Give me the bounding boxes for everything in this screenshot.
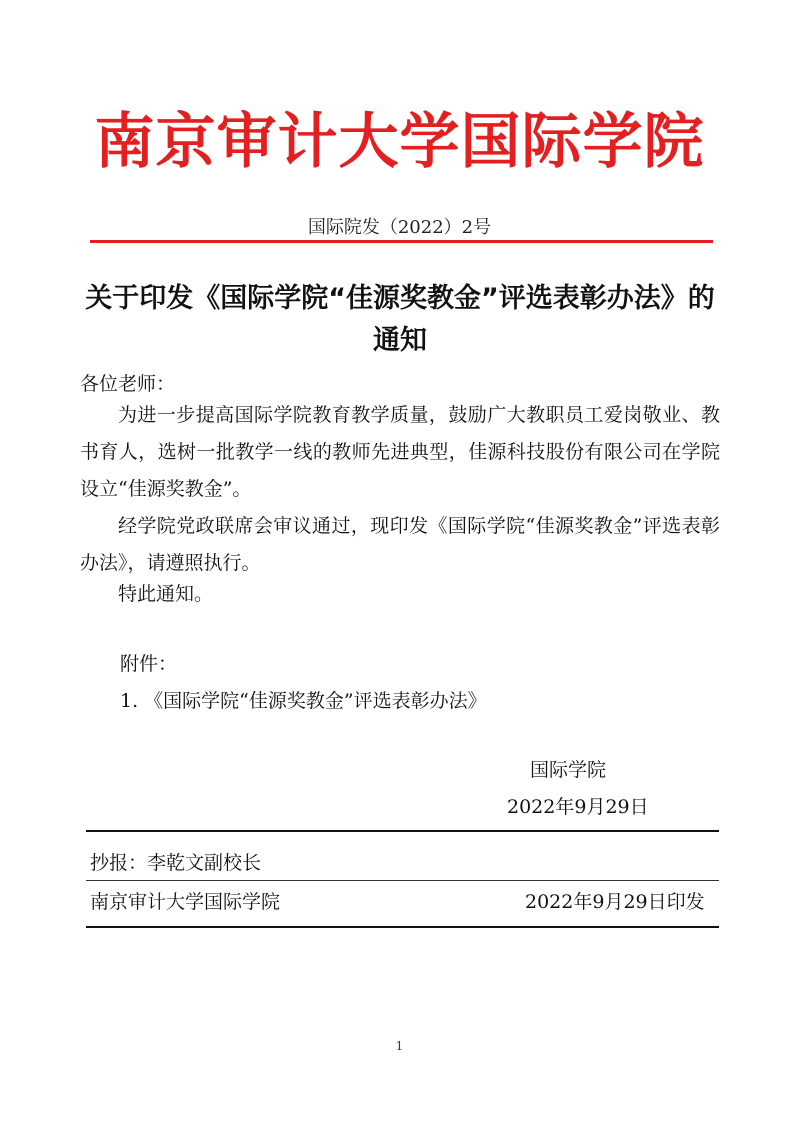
document-number: 国际院发（2022）2号 — [307, 217, 492, 238]
closing-line: 特此通知。 — [118, 583, 214, 605]
attachment-item: 1. 《国际学院“佳源奖教金”评选表彰办法》 — [120, 690, 487, 712]
cc-line: 抄报：李乾文副校长 — [90, 852, 262, 874]
notice-title: 关于印发《国际学院“佳源奖教金”评选表彰办法》的通知 — [85, 283, 715, 356]
body-paragraph-1: 为进一步提高国际学院教育教学质量，鼓励广大教职员工爱岗敬业、教书育人，选树一批教学一线的教师先进典型，佳源科技股份有限公司在学院设立“佳源奖教金”。 — [80, 404, 720, 500]
issuer: 南京审计大学国际学院 — [90, 891, 281, 913]
red-divider — [90, 240, 713, 243]
footer-bottom-rule — [86, 926, 719, 928]
header-title: 南京审计大学国际学院 — [94, 107, 705, 177]
issue-date: 2022年9月29日印发 — [525, 891, 705, 913]
salutation: 各位老师： — [80, 373, 176, 395]
signature-org: 国际学院 — [530, 759, 607, 781]
page-number: 1 — [395, 1039, 404, 1053]
footer-middle-rule — [86, 880, 719, 881]
attachment-label: 附件： — [120, 653, 178, 675]
signature-date: 2022年9月29日 — [507, 796, 649, 818]
footer-top-rule — [86, 830, 719, 832]
body-paragraph-2: 经学院党政联席会审议通过，现印发《国际学院“佳源奖教金”评选表彰办法》，请遵照执行。 — [80, 515, 720, 574]
